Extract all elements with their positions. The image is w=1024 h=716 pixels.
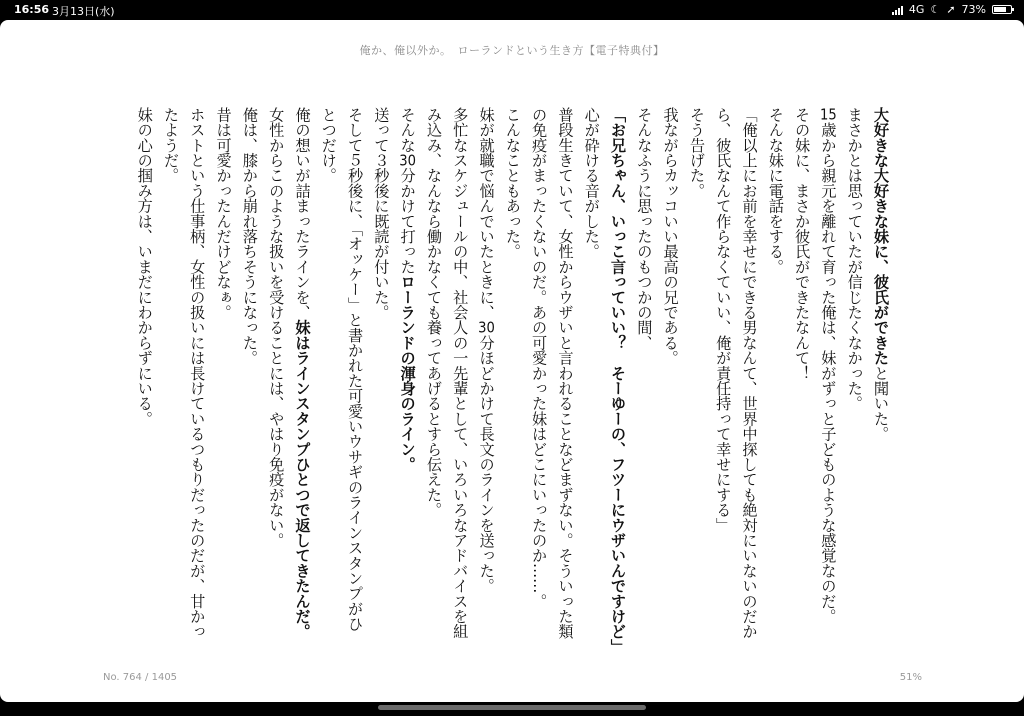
text-line xyxy=(158,107,184,632)
text-line xyxy=(526,107,552,632)
status-bar xyxy=(0,0,1024,20)
text-line xyxy=(578,107,604,632)
text-segment: 30 xyxy=(478,319,495,336)
text-line xyxy=(394,107,420,632)
text-segment: 俺は、膝から崩れ落ちそうになった。 xyxy=(240,107,259,366)
text-segment: 我ながらカッコいい最高の兄である。 xyxy=(661,107,680,366)
text-line xyxy=(473,107,499,632)
text-line xyxy=(368,107,394,632)
battery-icon xyxy=(992,5,1012,14)
bold-text-segment: 妹はラインスタンプひとつで返してきたんだ。 xyxy=(293,319,312,640)
status-date: 3月13日(水) xyxy=(52,5,115,18)
text-segment: 普段生きていて、女性からウザいと言われることなどまずない。そういった類 xyxy=(556,107,575,639)
text-line xyxy=(684,107,710,632)
home-indicator[interactable] xyxy=(378,705,646,710)
text-line xyxy=(500,107,526,632)
book-text-body xyxy=(134,107,894,655)
text-segment: 分ほどかけて長文のラインを送った。 xyxy=(477,335,496,594)
text-line xyxy=(631,107,657,632)
battery-fill xyxy=(994,7,1006,12)
text-segment: 「俺以上にお前を幸せにできる男なんて、世界中探しても絶対にいないのだか xyxy=(740,107,759,639)
text-line xyxy=(657,107,683,632)
text-segment: まさかとは思っていたが信じたくなかった。 xyxy=(845,107,864,411)
text-segment: 分かけて打った xyxy=(398,167,417,275)
text-line xyxy=(210,107,236,632)
text-line xyxy=(736,107,762,639)
reader-page[interactable] xyxy=(0,20,1024,702)
text-line xyxy=(131,107,157,632)
text-segment: そう告げた。 xyxy=(687,107,706,199)
text-segment: ら、彼氏なんて作らなくていい、俺が責任持って幸せにする」 xyxy=(714,107,733,533)
text-line xyxy=(789,107,815,632)
status-indicators xyxy=(892,3,1012,16)
text-segment: の免疫がまったくないのだ。あの可愛かった妹はどこにいったのか……。 xyxy=(530,107,549,609)
text-line xyxy=(263,107,289,632)
text-line xyxy=(447,107,473,639)
signal-icon xyxy=(892,5,903,15)
bold-text-segment: 大好きな大好きな妹に、彼氏ができた xyxy=(872,107,890,366)
text-segment: 歳から親元を離れて育った俺は、妹がずっと子どものような感覚なのだ。 xyxy=(819,122,838,624)
text-segment: たようだ。 xyxy=(161,107,180,183)
text-line xyxy=(552,107,578,639)
text-segment: その妹に、まさか彼氏ができたなんて！ xyxy=(793,107,812,381)
text-segment: 15 xyxy=(820,107,837,123)
text-segment: 心が砕ける音がした。 xyxy=(582,107,601,259)
text-line xyxy=(841,107,867,632)
text-segment: 妹の心の掴み方は、いまだにわからずにいる。 xyxy=(135,107,154,427)
text-line xyxy=(763,107,789,632)
location-arrow-icon: ➚ xyxy=(946,3,956,16)
text-segment: 多忙なスケジュールの中、社会人の一先輩として、いろいろなアドバイスを組 xyxy=(451,107,470,639)
bold-text-segment: ローランドの渾身のライン。 xyxy=(398,274,417,472)
text-segment: と聞いた。 xyxy=(872,365,890,442)
text-line xyxy=(868,107,894,632)
text-segment: ホストという仕事柄、女性の扱いには長けているつもりだったのだが、甘かっ xyxy=(188,107,207,639)
text-segment: 送って３秒後に既読が付いた。 xyxy=(372,107,391,320)
location-indicator[interactable]: No. 764 / 1405 xyxy=(103,672,178,683)
text-line xyxy=(815,107,841,632)
text-segment: そんな妹に電話をする。 xyxy=(766,107,785,275)
text-line xyxy=(421,107,447,632)
text-segment: 妹が就職で悩んでいたときに、 xyxy=(477,107,496,320)
text-segment: こんなこともあった。 xyxy=(503,107,522,259)
text-line xyxy=(289,107,315,640)
progress-percent: 51% xyxy=(899,672,922,683)
text-line xyxy=(342,107,368,632)
text-segment: 30 xyxy=(399,152,416,168)
text-line xyxy=(184,107,210,639)
text-segment: み込み、なんなら働かなくても養ってあげるとすら伝えた。 xyxy=(424,107,443,518)
text-line xyxy=(710,107,736,632)
text-segment: とつだけ。 xyxy=(319,107,338,183)
moon-icon: ☾ xyxy=(930,3,941,16)
text-line xyxy=(605,107,631,655)
book-title[interactable]: 俺か、俺以外か。 ローランドという生き方【電子特典付】 xyxy=(359,44,665,57)
text-segment: そんな xyxy=(398,107,417,153)
battery-percent: 73% xyxy=(961,3,986,16)
text-line xyxy=(315,107,341,632)
text-segment: 俺の想いが詰まったラインを、 xyxy=(293,107,312,320)
bold-text-segment: 「お兄ちゃん、いっこ言っていい？ そーゆーの、フツーにウザいんですけど」 xyxy=(609,107,628,655)
text-segment: そんなふうに思ったのもつかの間、 xyxy=(635,107,654,351)
text-segment: 昔は可愛かったんだけどなぁ。 xyxy=(214,107,233,320)
status-time: 16:56 xyxy=(14,3,50,16)
text-line xyxy=(237,107,263,632)
text-segment: 女性からこのような扱いを受けることには、やはり免疫がない。 xyxy=(267,107,286,548)
text-segment: そして５秒後に、「オッケー」と書かれた可愛いウサギのラインスタンプがひ xyxy=(346,107,365,632)
network-label: 4G xyxy=(908,3,925,16)
